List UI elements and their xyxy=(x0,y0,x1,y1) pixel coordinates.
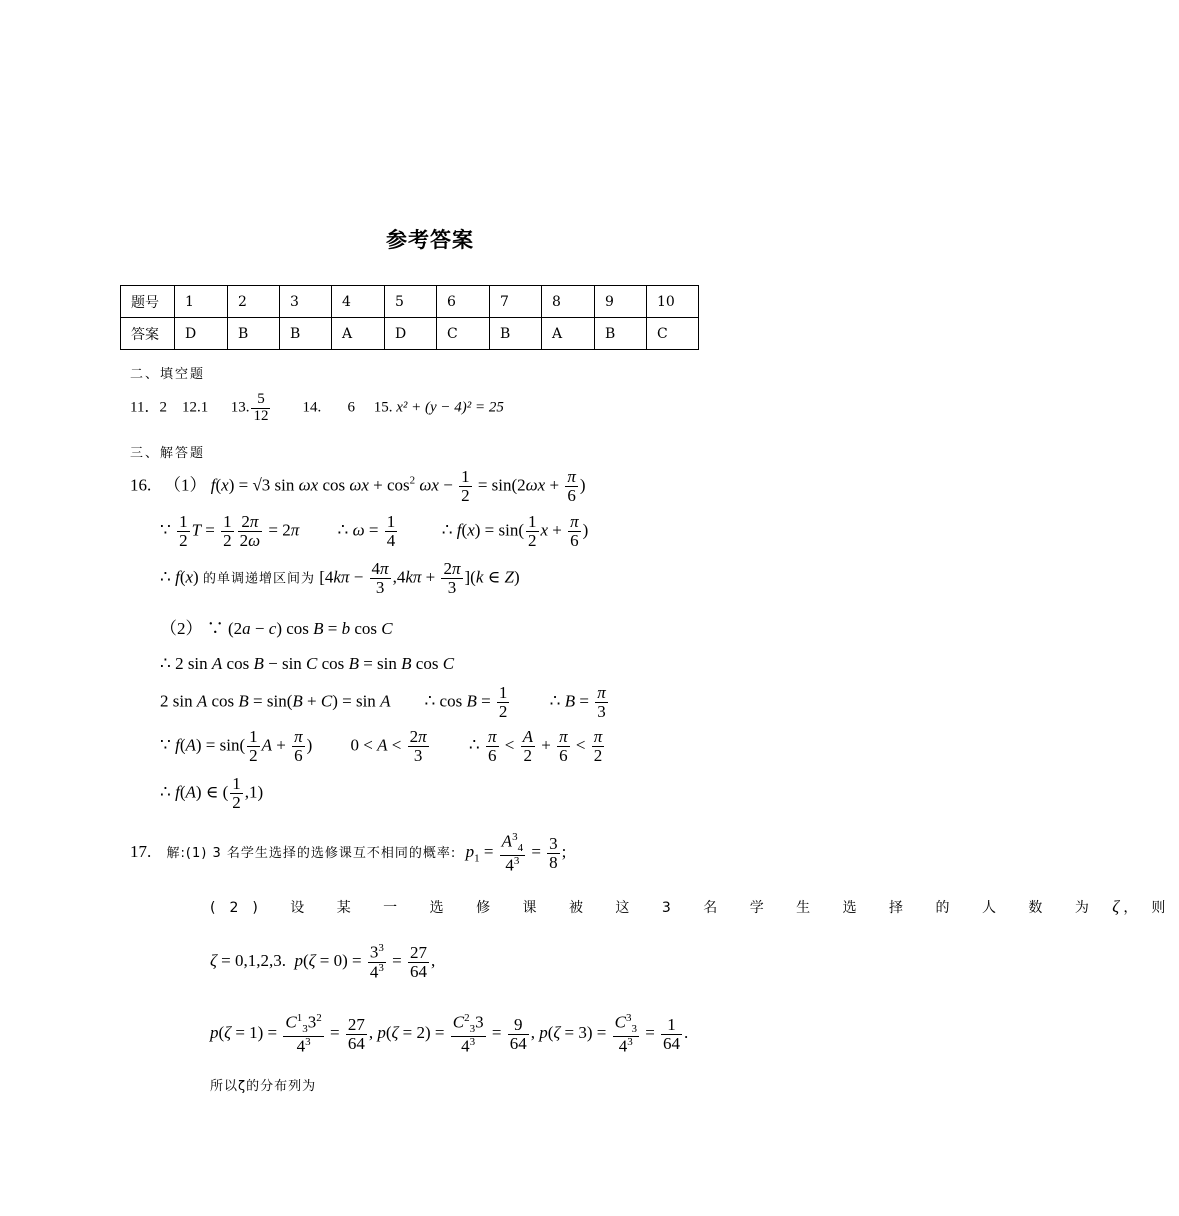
table-cell: 7 xyxy=(490,286,542,318)
table-cell: C xyxy=(647,318,699,350)
q15-label: 15. xyxy=(373,399,393,416)
table-cell: 5 xyxy=(385,286,437,318)
q17-line-2: (2) 设 某 一 选 修 课 被 这 3 名 学 生 选 择 的 人 数 为 ζ ，则 xyxy=(210,897,1179,916)
table-row xyxy=(121,318,699,350)
section-heading: 二、填空题 xyxy=(130,367,206,382)
q16-part1: （1） xyxy=(164,475,207,495)
table-row-header: 题号 xyxy=(121,286,175,318)
q13-label: 13. xyxy=(230,399,250,416)
table-cell: 2 xyxy=(228,286,280,318)
table-cell: B xyxy=(595,318,647,350)
q17-line-4: p(ζ = 1) = $\frac{C^1_33^2}{4^3}$ = $\frac{27}{64}$ , p(ζ = 2) = $\frac{C^2_33}{4^3}$ = $\frac{9}{64}$ , p(ζ = 3) = $\frac{C^3_3}{4^3}$ = $\frac{1}{64}$ . xyxy=(210,1012,689,1056)
q14-label: 14. xyxy=(302,399,322,416)
q17-part2-tail: ，则 xyxy=(1123,900,1179,916)
q16-line-6: 2 sin A cos B = sin(B + C) = sin A ∴ cos B = $\frac{1}{2}$ ∴ B = $\frac{\pi}{3}$ xyxy=(160,683,606,721)
q16-mono-text: 的单调递增区间为 xyxy=(202,571,315,587)
q16-line-7: ∵ f(A) = sin( $\frac{1}{2}$ A + $\frac{\pi}{6}$ ) 0 < A < $\frac{2\pi}{3}$ ∴ $\frac{\pi}{6}$ < $\frac{A}{2}$ + $\frac{\pi}{6}$ < $\frac{\pi}{2}$ xyxy=(160,727,603,765)
table-cell: B xyxy=(490,318,542,350)
table-cell: 6 xyxy=(437,286,490,318)
table-cell: D xyxy=(385,318,437,350)
table-cell: C xyxy=(437,318,490,350)
q16-label: 16. xyxy=(130,475,152,495)
q16-line-1: 16. （1） f(x) = √3 sin ωx $\cos \omega x + \cos^2 \omega x$ − $\frac{1}{2}$ = sin(2ωx + $\frac{\pi}{6}$ ) xyxy=(130,467,586,505)
q16-part2: （2） xyxy=(160,619,203,638)
table-cell: A xyxy=(332,318,385,350)
table-cell: A xyxy=(542,318,595,350)
answer-table xyxy=(120,285,699,350)
q16-line-4: （2） ∵ (2a − c) cos B = b cos C xyxy=(160,619,393,638)
q17-part2-text: (2) 设 某 一 选 修 课 被 这 3 名 学 生 选 择 的 人 数 为 xyxy=(210,900,1103,916)
q15-answer: x² + (y − 4)² = 25 xyxy=(396,399,504,416)
section-heading: 三、解答题 xyxy=(130,446,206,461)
table-cell: 4 xyxy=(332,286,385,318)
table-cell: 8 xyxy=(542,286,595,318)
q17-label: 17. xyxy=(130,841,152,861)
table-cell: 10 xyxy=(647,286,699,318)
table-cell: B xyxy=(228,318,280,350)
table-cell: 1 xyxy=(175,286,228,318)
q17-line-3: ζ = 0,1,2,3. p(ζ = 0) = $\frac{3^3}{4^3}$ = $\frac{27}{64}$ , xyxy=(210,942,436,982)
fraction: $\frac{5}{12}$ xyxy=(253,391,269,424)
table-cell: D xyxy=(175,318,228,350)
q16-line-3: ∴ f(x) 的单调递增区间为 [4kπ − $\frac{4\pi}{3}$ ,4kπ + $\frac{2\pi}{3}$ ](k ∈ Z) xyxy=(160,559,520,597)
q17-line-1: 17. 解:(1) 3 名学生选择的选修课互不相同的概率: $p_1$ = $\frac{A^3_4}{4^3}$ = $\frac{3}{8}$ ; xyxy=(130,831,567,875)
table-row-header: 答案 xyxy=(121,318,175,350)
fill-answers xyxy=(130,392,504,425)
q12-answer: 12.1 xyxy=(181,399,209,416)
table-row xyxy=(121,286,699,318)
page-title: 参考答案 xyxy=(386,228,474,252)
q16-line-8: ∴ f(A) ∈ ( $\frac{1}{2}$ ,1) xyxy=(160,774,264,812)
table-cell: 9 xyxy=(595,286,647,318)
table-cell: B xyxy=(280,318,332,350)
table-cell: 3 xyxy=(280,286,332,318)
q17-intro: 解:(1) 3 名学生选择的选修课互不相同的概率: xyxy=(166,845,457,861)
q17-dist-text: 所以ζ的分布列为 xyxy=(210,1079,317,1094)
q14-answer: 6 xyxy=(347,399,355,416)
q16-line-5: ∴ 2 sin A cos B − sin C cos B = sin B cos C xyxy=(160,654,455,673)
q11-answer: 11．2 xyxy=(130,399,167,416)
q16-line-2: ∵ $\frac{1}{2}$ T = $\frac{1}{2}$ $\frac{2\pi}{2\omega}$ = 2π ∴ ω = $\frac{1}{4}$ ∴ f(x) = sin( $\frac{1}{2}$ x + $\frac{\pi}{6}$ ) xyxy=(160,512,589,550)
